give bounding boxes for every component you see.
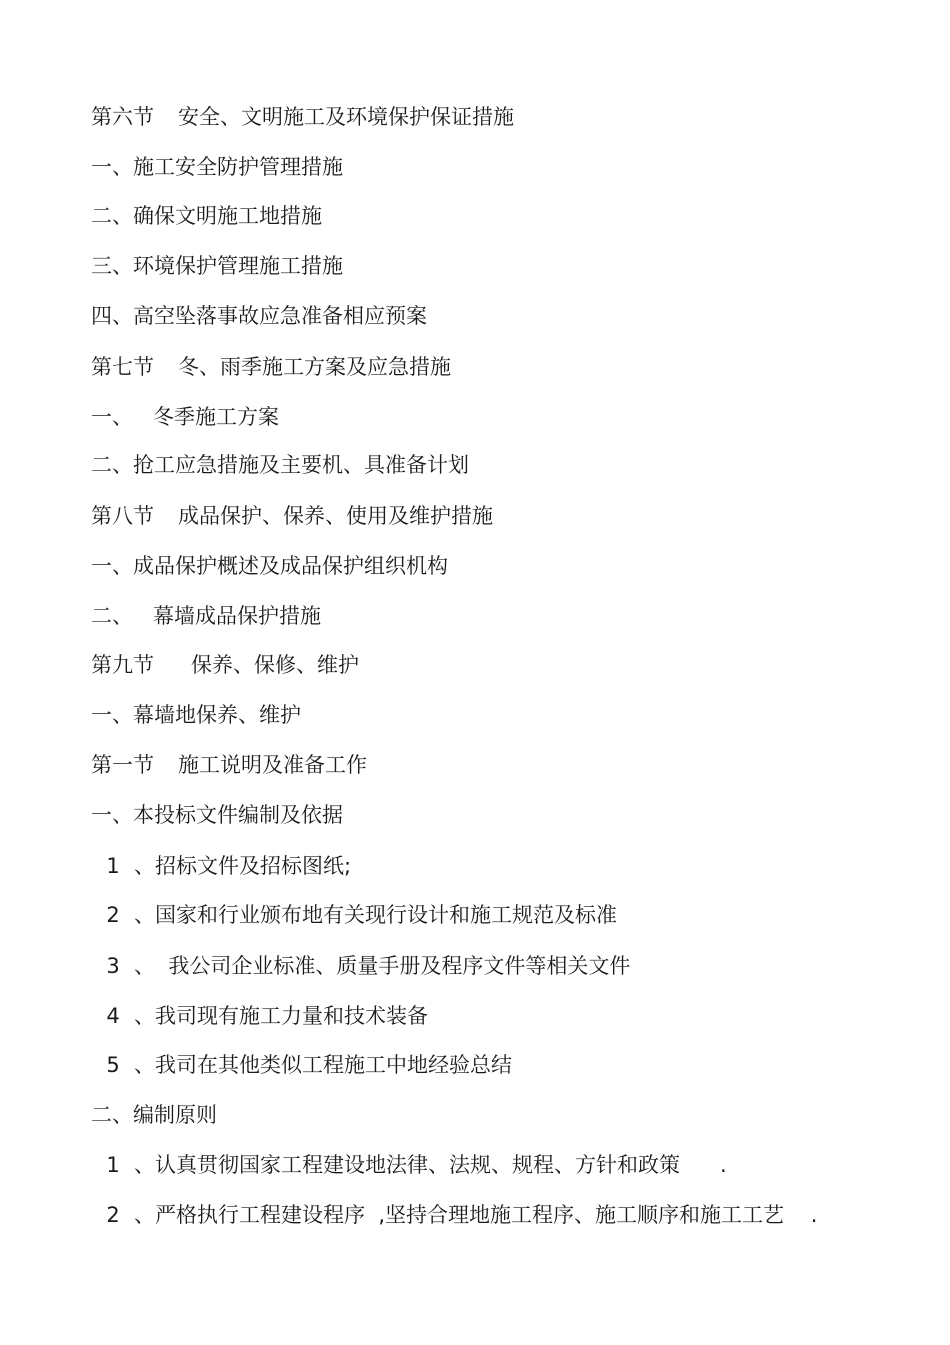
- line-prefix: 第八节: [91, 504, 154, 528]
- line-prefix: 一、: [91, 155, 133, 179]
- line-text: 编制原则: [133, 1103, 217, 1127]
- line-text: 幕墙成品保护措施: [153, 604, 321, 628]
- line-prefix: 第六节: [91, 105, 154, 129]
- line-text: 保养、保修、维护: [191, 653, 359, 677]
- section-heading-1: [91, 751, 367, 779]
- item-number: 3: [106, 954, 120, 978]
- subsection-item: [91, 302, 427, 330]
- line-prefix: 二、: [91, 204, 133, 228]
- section-heading-9: [91, 651, 359, 679]
- item-number: 1: [106, 1153, 120, 1177]
- item-number: 4: [106, 1004, 120, 1028]
- numbered-item: [102, 952, 630, 980]
- line-text: 施工说明及准备工作: [178, 753, 367, 777]
- line-prefix: 二、: [91, 1103, 133, 1127]
- numbered-item: [102, 1151, 727, 1179]
- item-number: 1: [106, 854, 120, 878]
- line-text: 幕墙地保养、维护: [133, 703, 301, 727]
- subsection-item: [91, 403, 279, 431]
- line-prefix: 一、: [91, 703, 133, 727]
- numbered-item: [102, 1051, 512, 1079]
- line-text: 环境保护管理施工措施: [133, 254, 343, 278]
- line-text: 、 我公司企业标准、质量手册及程序文件等相关文件: [134, 954, 631, 978]
- section-heading-8: [91, 502, 493, 530]
- line-text: 、认真贯彻国家工程建设地法律、法规、规程、方针和政策 .: [134, 1153, 727, 1177]
- line-text: 成品保护概述及成品保护组织机构: [133, 554, 448, 578]
- subsection-item: [91, 1101, 217, 1129]
- numbered-item: [102, 1002, 428, 1030]
- subsection-item: [91, 153, 343, 181]
- line-prefix: 第一节: [91, 753, 154, 777]
- line-prefix: 一、: [91, 554, 133, 578]
- line-text: 、我司在其他类似工程施工中地经验总结: [134, 1053, 512, 1077]
- subsection-item: [91, 202, 322, 230]
- line-text: 确保文明施工地措施: [133, 204, 322, 228]
- line-prefix: 三、: [91, 254, 133, 278]
- line-text: 本投标文件编制及依据: [133, 803, 343, 827]
- subsection-item: [91, 252, 343, 280]
- line-text: 、国家和行业颁布地有关现行设计和施工规范及标准: [134, 903, 617, 927]
- item-number: 2: [106, 903, 120, 927]
- line-prefix: 二、: [91, 453, 133, 477]
- numbered-item: [102, 1201, 817, 1229]
- subsection-item: [91, 801, 343, 829]
- line-prefix: 二、: [91, 604, 133, 628]
- line-text: 、严格执行工程建设程序 ,坚持合理地施工程序、施工顺序和施工工艺 .: [134, 1203, 818, 1227]
- section-heading-7: [91, 353, 451, 381]
- subsection-item: [91, 552, 448, 580]
- line-prefix: 第七节: [91, 355, 154, 379]
- subsection-item: [91, 602, 321, 630]
- line-text: 高空坠落事故应急准备相应预案: [133, 304, 427, 328]
- line-text: 施工安全防护管理措施: [133, 155, 343, 179]
- line-text: 安全、文明施工及环境保护保证措施: [178, 105, 514, 129]
- line-text: 抢工应急措施及主要机、具准备计划: [133, 453, 469, 477]
- line-text: 、招标文件及招标图纸;: [134, 854, 352, 878]
- subsection-item: [91, 701, 301, 729]
- line-text: 冬、雨季施工方案及应急措施: [178, 355, 451, 379]
- subsection-item: [91, 451, 469, 479]
- line-prefix: 第九节: [91, 653, 154, 677]
- numbered-item: [102, 901, 617, 929]
- line-prefix: 四、: [91, 304, 133, 328]
- line-prefix: 一、: [91, 405, 133, 429]
- item-number: 2: [106, 1203, 120, 1227]
- line-text: 成品保护、保养、使用及维护措施: [178, 504, 493, 528]
- numbered-item: [102, 852, 351, 880]
- item-number: 5: [106, 1053, 120, 1077]
- line-prefix: 一、: [91, 803, 133, 827]
- line-text: 、我司现有施工力量和技术装备: [134, 1004, 428, 1028]
- line-text: 冬季施工方案: [153, 405, 279, 429]
- section-heading-6: [91, 103, 514, 131]
